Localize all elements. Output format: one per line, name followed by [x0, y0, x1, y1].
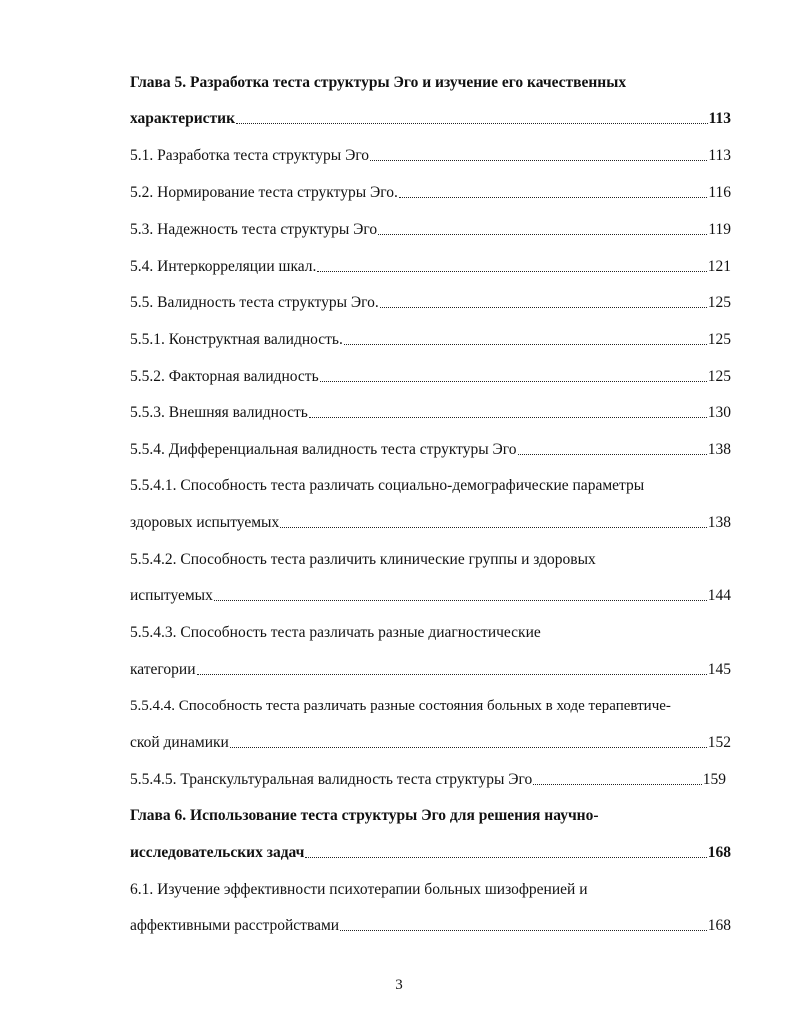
toc-page-number: 152 — [707, 734, 731, 751]
toc-text: 5.3. Надежность теста структуры Эго — [130, 221, 378, 238]
toc-text: Глава 6. Использование теста структуры Эго для решения научно- — [130, 807, 599, 824]
toc-heading-chapter-6 — [130, 804, 731, 828]
dot-leader — [280, 510, 707, 528]
toc-text: 5.4. Интеркорреляции шкал. — [130, 258, 317, 275]
toc-entry — [130, 438, 731, 462]
dot-leader — [340, 913, 707, 931]
toc-text: характеристик — [130, 110, 235, 127]
toc-text: 5.5.1. Конструктная валидность. — [130, 331, 343, 348]
dot-leader — [370, 143, 707, 161]
toc-entry-continued — [130, 621, 731, 645]
dot-leader — [380, 290, 707, 308]
toc-text: испытуемых — [130, 587, 213, 604]
dot-leader — [533, 767, 702, 785]
dot-leader — [309, 400, 707, 418]
page-number: 3 — [395, 977, 403, 993]
dot-leader — [305, 840, 706, 858]
toc-page-number: 130 — [707, 404, 731, 421]
toc-page-number: 113 — [708, 110, 731, 127]
toc-text: 5.5. Валидность теста структуры Эго. — [130, 294, 379, 311]
toc-entry-continued — [130, 548, 731, 572]
toc-entry — [130, 144, 731, 168]
toc-text: 5.5.4.4. Способность теста различать разные состояния больных в ходе терапевтиче- — [130, 698, 671, 714]
toc-entry — [130, 731, 731, 755]
toc-text: 5.5.4.2. Способность теста различить клинические группы и здоровых — [130, 551, 596, 568]
toc-entry-continued — [130, 474, 731, 498]
toc-text: здоровых испытуемых — [130, 514, 280, 531]
toc-page-number: 159 — [702, 771, 726, 788]
dot-leader — [214, 583, 707, 601]
toc-page-number: 138 — [707, 514, 731, 531]
toc-text: ской динамики — [130, 734, 229, 751]
toc-page-number: 121 — [707, 258, 731, 275]
toc-page-number: 119 — [708, 221, 731, 238]
dot-leader — [317, 254, 706, 272]
toc-page-number: 113 — [708, 147, 731, 164]
toc-text: 5.2. Нормирование теста структуры Эго. — [130, 184, 398, 201]
dot-leader — [378, 217, 707, 235]
dot-leader — [197, 657, 707, 675]
toc-entry — [130, 291, 731, 315]
toc-entry — [130, 401, 731, 425]
toc-page-number: 116 — [708, 184, 731, 201]
dot-leader — [320, 364, 707, 382]
toc-page-number: 125 — [707, 294, 731, 311]
toc-entry — [130, 328, 731, 352]
toc-text: 5.5.2. Факторная валидность — [130, 368, 319, 385]
toc-entry — [130, 658, 731, 682]
dot-leader — [518, 437, 707, 455]
toc-entry — [130, 768, 726, 792]
toc-text: 5.5.4.5. Транскультуральная валидность теста структуры Эго — [130, 771, 533, 788]
toc-text: Глава 5. Разработка теста структуры Эго и изучение его качественных — [130, 74, 627, 91]
toc-text: аффективными расстройствами — [130, 917, 340, 934]
toc-entry-continued — [130, 878, 731, 902]
dot-leader — [236, 106, 708, 124]
toc-text: 5.5.4.3. Способность теста различать разные диагностические — [130, 624, 541, 641]
toc-text: 5.5.4.1. Способность теста различать социально-демографические параметры — [130, 477, 645, 494]
toc-entry — [130, 511, 731, 535]
toc-page-number: 145 — [707, 661, 731, 678]
toc-page-number: 144 — [707, 587, 731, 604]
toc-heading-chapter-5 — [130, 71, 731, 95]
toc-entry — [130, 107, 731, 131]
toc-entry — [130, 218, 731, 242]
toc-page-number: 125 — [707, 368, 731, 385]
toc-entry — [130, 365, 731, 389]
toc-text: 5.5.4. Дифференциальная валидность теста структуры Эго — [130, 441, 517, 458]
toc-page-number: 125 — [707, 331, 731, 348]
toc-text: 5.1. Разработка теста структуры Эго — [130, 147, 370, 164]
toc-text: категории — [130, 661, 196, 678]
toc-page-number: 138 — [707, 441, 731, 458]
toc-entry-continued — [130, 694, 731, 718]
toc-text: исследовательских задач — [130, 844, 305, 861]
toc-entry — [130, 914, 731, 938]
toc-entry — [130, 841, 731, 865]
dot-leader — [399, 180, 707, 198]
toc-page-number: 168 — [707, 844, 731, 861]
dot-leader — [230, 730, 707, 748]
dot-leader — [344, 327, 707, 345]
toc-text: 5.5.3. Внешняя валидность — [130, 404, 308, 421]
toc-entry — [130, 584, 731, 608]
toc-entry — [130, 181, 731, 205]
toc-entry — [130, 255, 731, 279]
toc-text: 6.1. Изучение эффективности психотерапии больных шизофренией и — [130, 881, 588, 898]
toc-page-number: 168 — [707, 917, 731, 934]
